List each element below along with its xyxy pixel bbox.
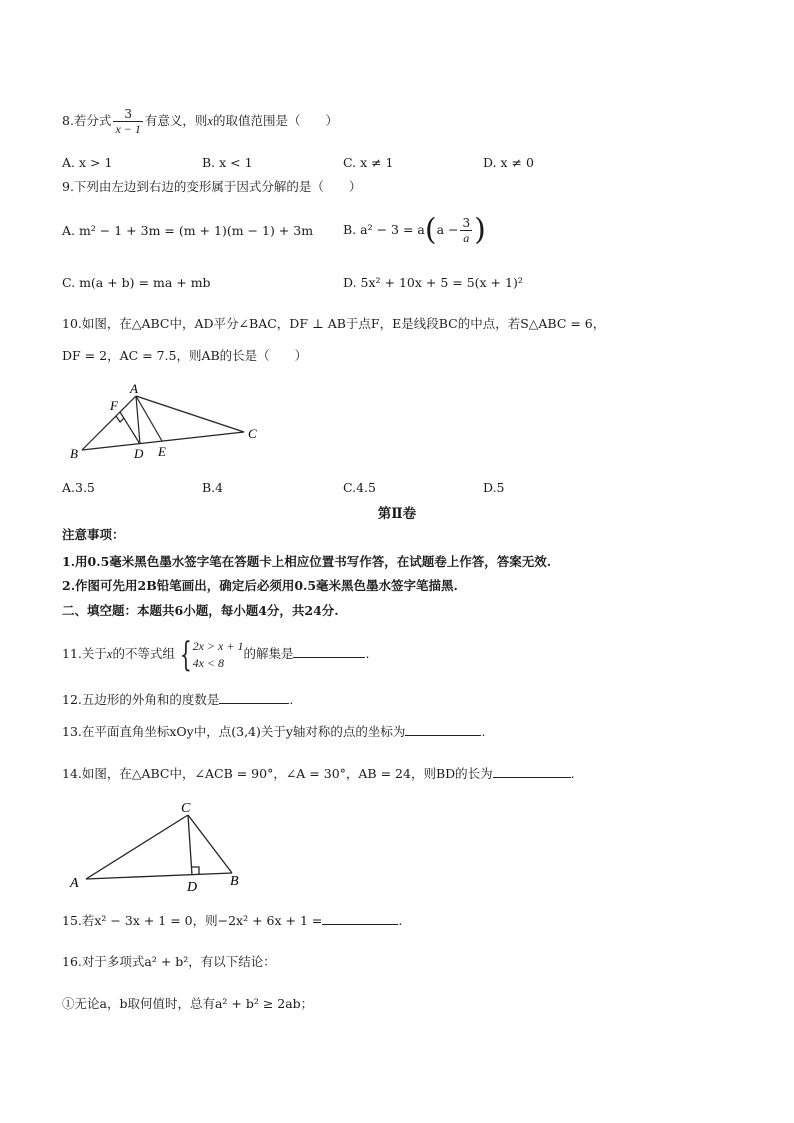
q8-tail2: 的取值范围是（ ）: [212, 113, 338, 128]
q16-statement-1: ①无论a，b取何值时，总有a² + b² ≥ 2ab；: [62, 996, 314, 1011]
q10-label-a: A: [130, 381, 138, 396]
question-8: [62, 107, 338, 136]
question-10-line1: 10.如图，在△ABC中，AD平分∠BAC，DF ⊥ AB于点F，E是线段BC的中点，若S△ABC = 6，: [62, 316, 606, 331]
q10-label-c: C: [248, 426, 257, 441]
question-15: 15.若x² − 3x + 1 = 0，则−2x² + 6x + 1 = .: [62, 913, 403, 928]
q14-label-a: A: [70, 876, 79, 891]
question-12: 12.五边形的外角和的度数是 .: [62, 692, 294, 707]
q10-label-e: E: [158, 444, 166, 459]
q13-answer-blank[interactable]: [405, 723, 481, 736]
q14-segment-ac: [86, 815, 188, 879]
q8-tail1: 有意义，则: [144, 113, 208, 128]
q9-b-fraction: $\frac{3}{a}$: [462, 216, 471, 245]
q11-brace: {: [179, 634, 192, 675]
question-13: 13.在平面直角坐标xOy中，点(3,4)关于y轴对称的点的坐标为 .: [62, 724, 486, 739]
q9-option-b: B. a² − 3 = a(a − $\frac{3}{a}$ ): [343, 212, 486, 248]
q14-label-b: B: [230, 874, 239, 889]
q10-segment-ac: [136, 396, 244, 432]
q8-option-a: A. x > 1: [62, 155, 113, 170]
q14-right-angle-mark: [192, 867, 199, 874]
q12-answer-blank[interactable]: [219, 691, 289, 704]
q10-option-a: A.3.5: [62, 480, 95, 495]
q8-option-b: B. x < 1: [202, 155, 253, 170]
q11-system: 2x > x + 1 4x < 8: [192, 638, 244, 670]
q10-label-d: D: [134, 446, 144, 461]
q14-segment-ab: [86, 873, 232, 879]
q8-fraction: $\frac{3}{x - 1}$: [115, 107, 141, 136]
q15-answer-blank[interactable]: [322, 912, 398, 925]
question-16: 16.对于多项式a² + b²，有以下结论：: [62, 954, 276, 969]
q10-label-b: B: [70, 446, 78, 461]
notice-title: 注意事项：: [62, 527, 125, 542]
q10-triangle-figure: [62, 378, 282, 470]
question-14: 14.如图，在△ABC中，∠ACB = 90°，∠A = 30°，AB = 24，则BD的长为 .: [62, 766, 575, 781]
q14-label-c: C: [181, 801, 191, 816]
question-11: 11.关于x的不等式组 { 2x > x + 1 4x < 8 的解集是 .: [62, 634, 370, 675]
q10-segment-ad: [136, 396, 140, 444]
notice-2: 2.作图可先用2B铅笔画出，确定后必须用0.5毫米黑色墨水签字笔描黑.: [62, 578, 458, 593]
q10-segment-ab: [82, 396, 136, 450]
section-2-title: 第Ⅱ卷: [377, 506, 417, 522]
q8-lead: 8.若分式: [62, 113, 112, 128]
q10-option-b: B.4: [202, 480, 224, 495]
q14-triangle-figure: [62, 797, 262, 897]
q10-segment-df: [120, 412, 140, 444]
question-10-line2: DF = 2，AC = 7.5，则AB的长是（ ）: [62, 348, 308, 363]
q14-label-d: D: [187, 880, 198, 895]
q8-var: x: [207, 114, 213, 128]
q14-segment-bc: [188, 815, 232, 873]
q9-option-c: C. m(a + b) = ma + mb: [62, 275, 211, 290]
notice-1: 1.用0.5毫米黑色墨水签字笔在答题卡上相应位置书写作答，在试题卷上作答，答案无效.: [62, 554, 552, 569]
q10-option-d: D.5: [483, 480, 505, 495]
q9-option-d: D. 5x² + 10x + 5 = 5(x + 1)²: [343, 275, 523, 290]
q10-option-c: C.4.5: [343, 480, 376, 495]
question-9: 9.下列由左边到右边的变形属于因式分解的是（ ）: [62, 179, 362, 194]
q14-answer-blank[interactable]: [493, 765, 571, 778]
q8-option-d: D. x ≠ 0: [483, 155, 534, 170]
q14-segment-cd: [188, 815, 192, 875]
q11-answer-blank[interactable]: [293, 645, 365, 658]
q8-option-c: C. x ≠ 1: [343, 155, 394, 170]
q10-label-f: F: [110, 398, 118, 413]
fill-in-heading: 二、填空题：本题共6小题，每小题4分，共24分.: [62, 603, 339, 618]
q9-option-a: A. m² − 1 + 3m = (m + 1)(m − 1) + 3m: [62, 223, 314, 238]
